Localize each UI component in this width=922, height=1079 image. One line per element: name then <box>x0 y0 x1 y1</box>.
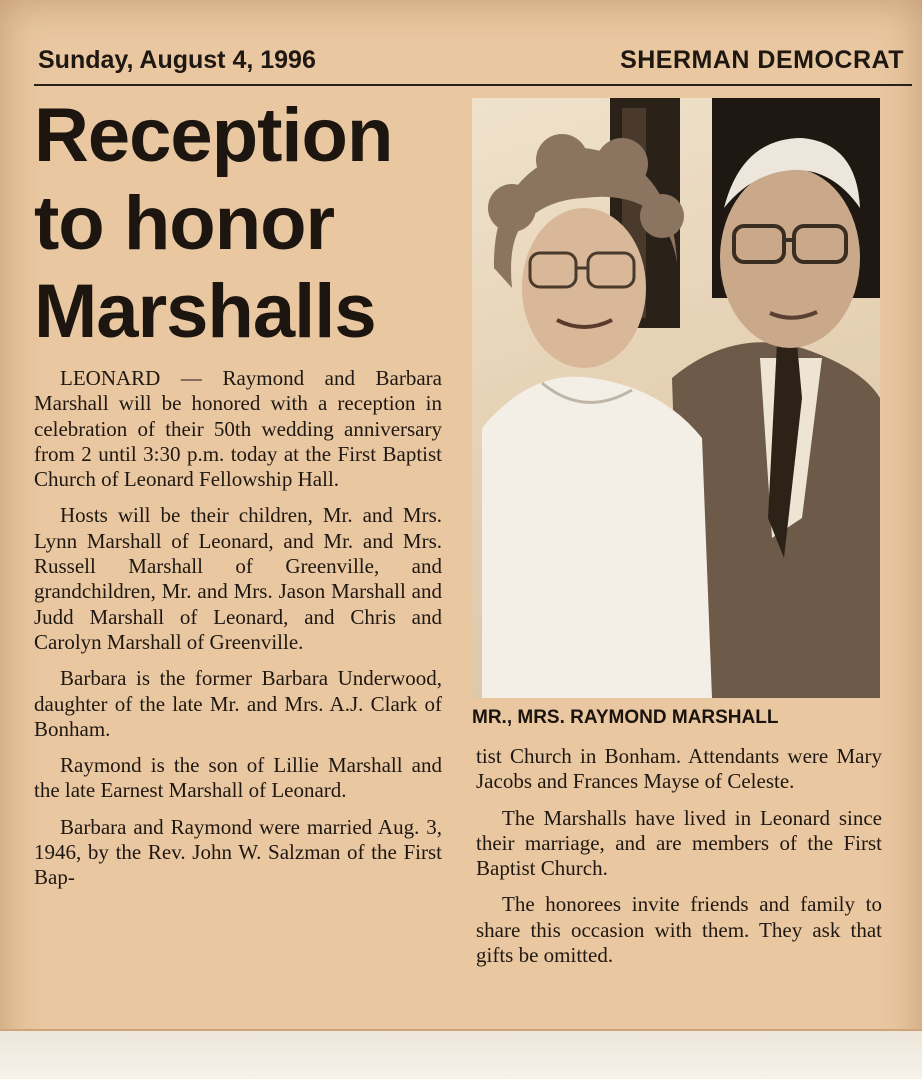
newspaper-name: SHERMAN DEMOCRAT <box>620 46 904 74</box>
article-column-right <box>476 744 882 979</box>
headline: Reception to honor Marshalls <box>34 93 393 354</box>
paragraph: LEONARD — Raymond and Barbara Marshall will be honored with a reception in celebration of their 50th wedding anniversary from 2 until 3:30 p.m. today at the First Baptist Church of Leonard Fellowship Hall. <box>34 366 442 492</box>
article-column-left <box>34 366 442 902</box>
photo-caption: MR., MRS. RAYMOND MARSHALL <box>472 707 779 728</box>
paper-edge <box>0 1029 922 1079</box>
couple-photo <box>472 98 880 698</box>
paragraph: Hosts will be their children, Mr. and Mrs. Lynn Marshall of Leonard, and Mr. and Mrs. Russell Marshall of Greenville, and grandchildren, Mr. and Mrs. Jason Marshall and Judd Marshall of Leonard, and Chris and Carolyn Marshall of Greenville. <box>34 503 442 654</box>
publication-date: Sunday, August 4, 1996 <box>38 46 316 74</box>
paragraph: Raymond is the son of Lillie Marshall and the late Earnest Marshall of Leonard. <box>34 753 442 803</box>
couple-photo-illustration <box>472 98 880 698</box>
paragraph: The Marshalls have lived in Leonard since their marriage, and are members of the First Baptist Church. <box>476 805 882 881</box>
header-rule <box>34 84 912 86</box>
paragraph: The honorees invite friends and family to share this occasion with them. They ask that gifts be omitted. <box>476 892 882 968</box>
paragraph: Barbara is the former Barbara Underwood, daughter of the late Mr. and Mrs. A.J. Clark of Bonham. <box>34 666 442 741</box>
paragraph: Barbara and Raymond were married Aug. 3, 1946, by the Rev. John W. Salzman of the First Bap- <box>34 814 442 890</box>
paragraph: tist Church in Bonham. Attendants were Mary Jacobs and Frances Mayse of Celeste. <box>476 744 882 794</box>
